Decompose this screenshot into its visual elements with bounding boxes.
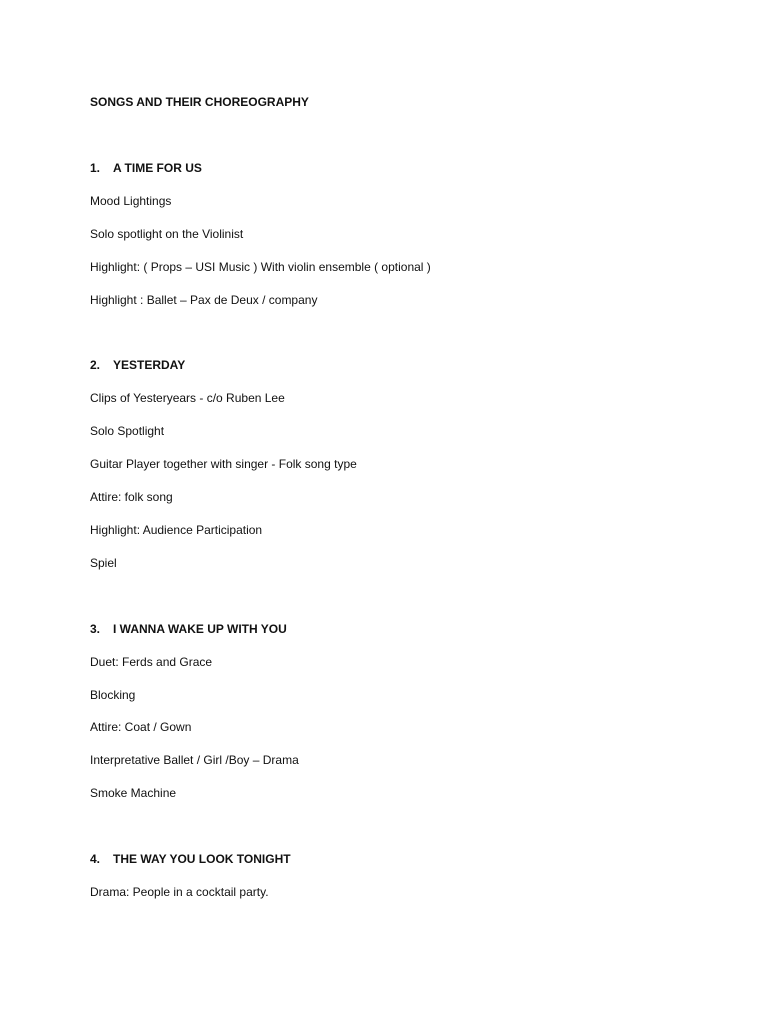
list-item: Blocking (90, 688, 136, 702)
list-item: Highlight: Audience Participation (90, 523, 263, 537)
section-heading (90, 622, 287, 636)
list-item: Solo Spotlight (90, 424, 165, 438)
section-heading (90, 161, 202, 175)
document-title: SONGS AND THEIR CHOREOGRAPHY (90, 95, 309, 109)
section-heading (90, 358, 185, 372)
section-title: YESTERDAY (113, 358, 186, 372)
list-item: Attire: folk song (90, 490, 173, 504)
list-item: Highlight : Ballet – Pax de Deux / company (90, 293, 318, 307)
section-title: A TIME FOR US (113, 161, 202, 175)
section-number: 3. (90, 622, 101, 636)
section-title: I WANNA WAKE UP WITH YOU (113, 622, 287, 636)
list-item: Solo spotlight on the Violinist (90, 227, 244, 241)
list-item: Spiel (90, 556, 117, 570)
list-item: Attire: Coat / Gown (90, 720, 192, 734)
list-item: Clips of Yesteryears - c/o Ruben Lee (90, 391, 285, 405)
list-item: Drama: People in a cocktail party. (90, 885, 269, 899)
list-item: Smoke Machine (90, 786, 177, 800)
list-item: Highlight: ( Props – USI Music ) With violin ensemble ( optional ) (90, 260, 431, 274)
section-heading (90, 852, 291, 866)
section-number: 4. (90, 852, 101, 866)
list-item: Guitar Player together with singer - Folk song type (90, 457, 357, 471)
list-item: Duet: Ferds and Grace (90, 655, 213, 669)
list-item: Interpretative Ballet / Girl /Boy – Drama (90, 753, 299, 767)
section-title: THE WAY YOU LOOK TONIGHT (113, 852, 291, 866)
section-number: 1. (90, 161, 101, 175)
section-number: 2. (90, 358, 101, 372)
list-item: Mood Lightings (90, 194, 172, 208)
